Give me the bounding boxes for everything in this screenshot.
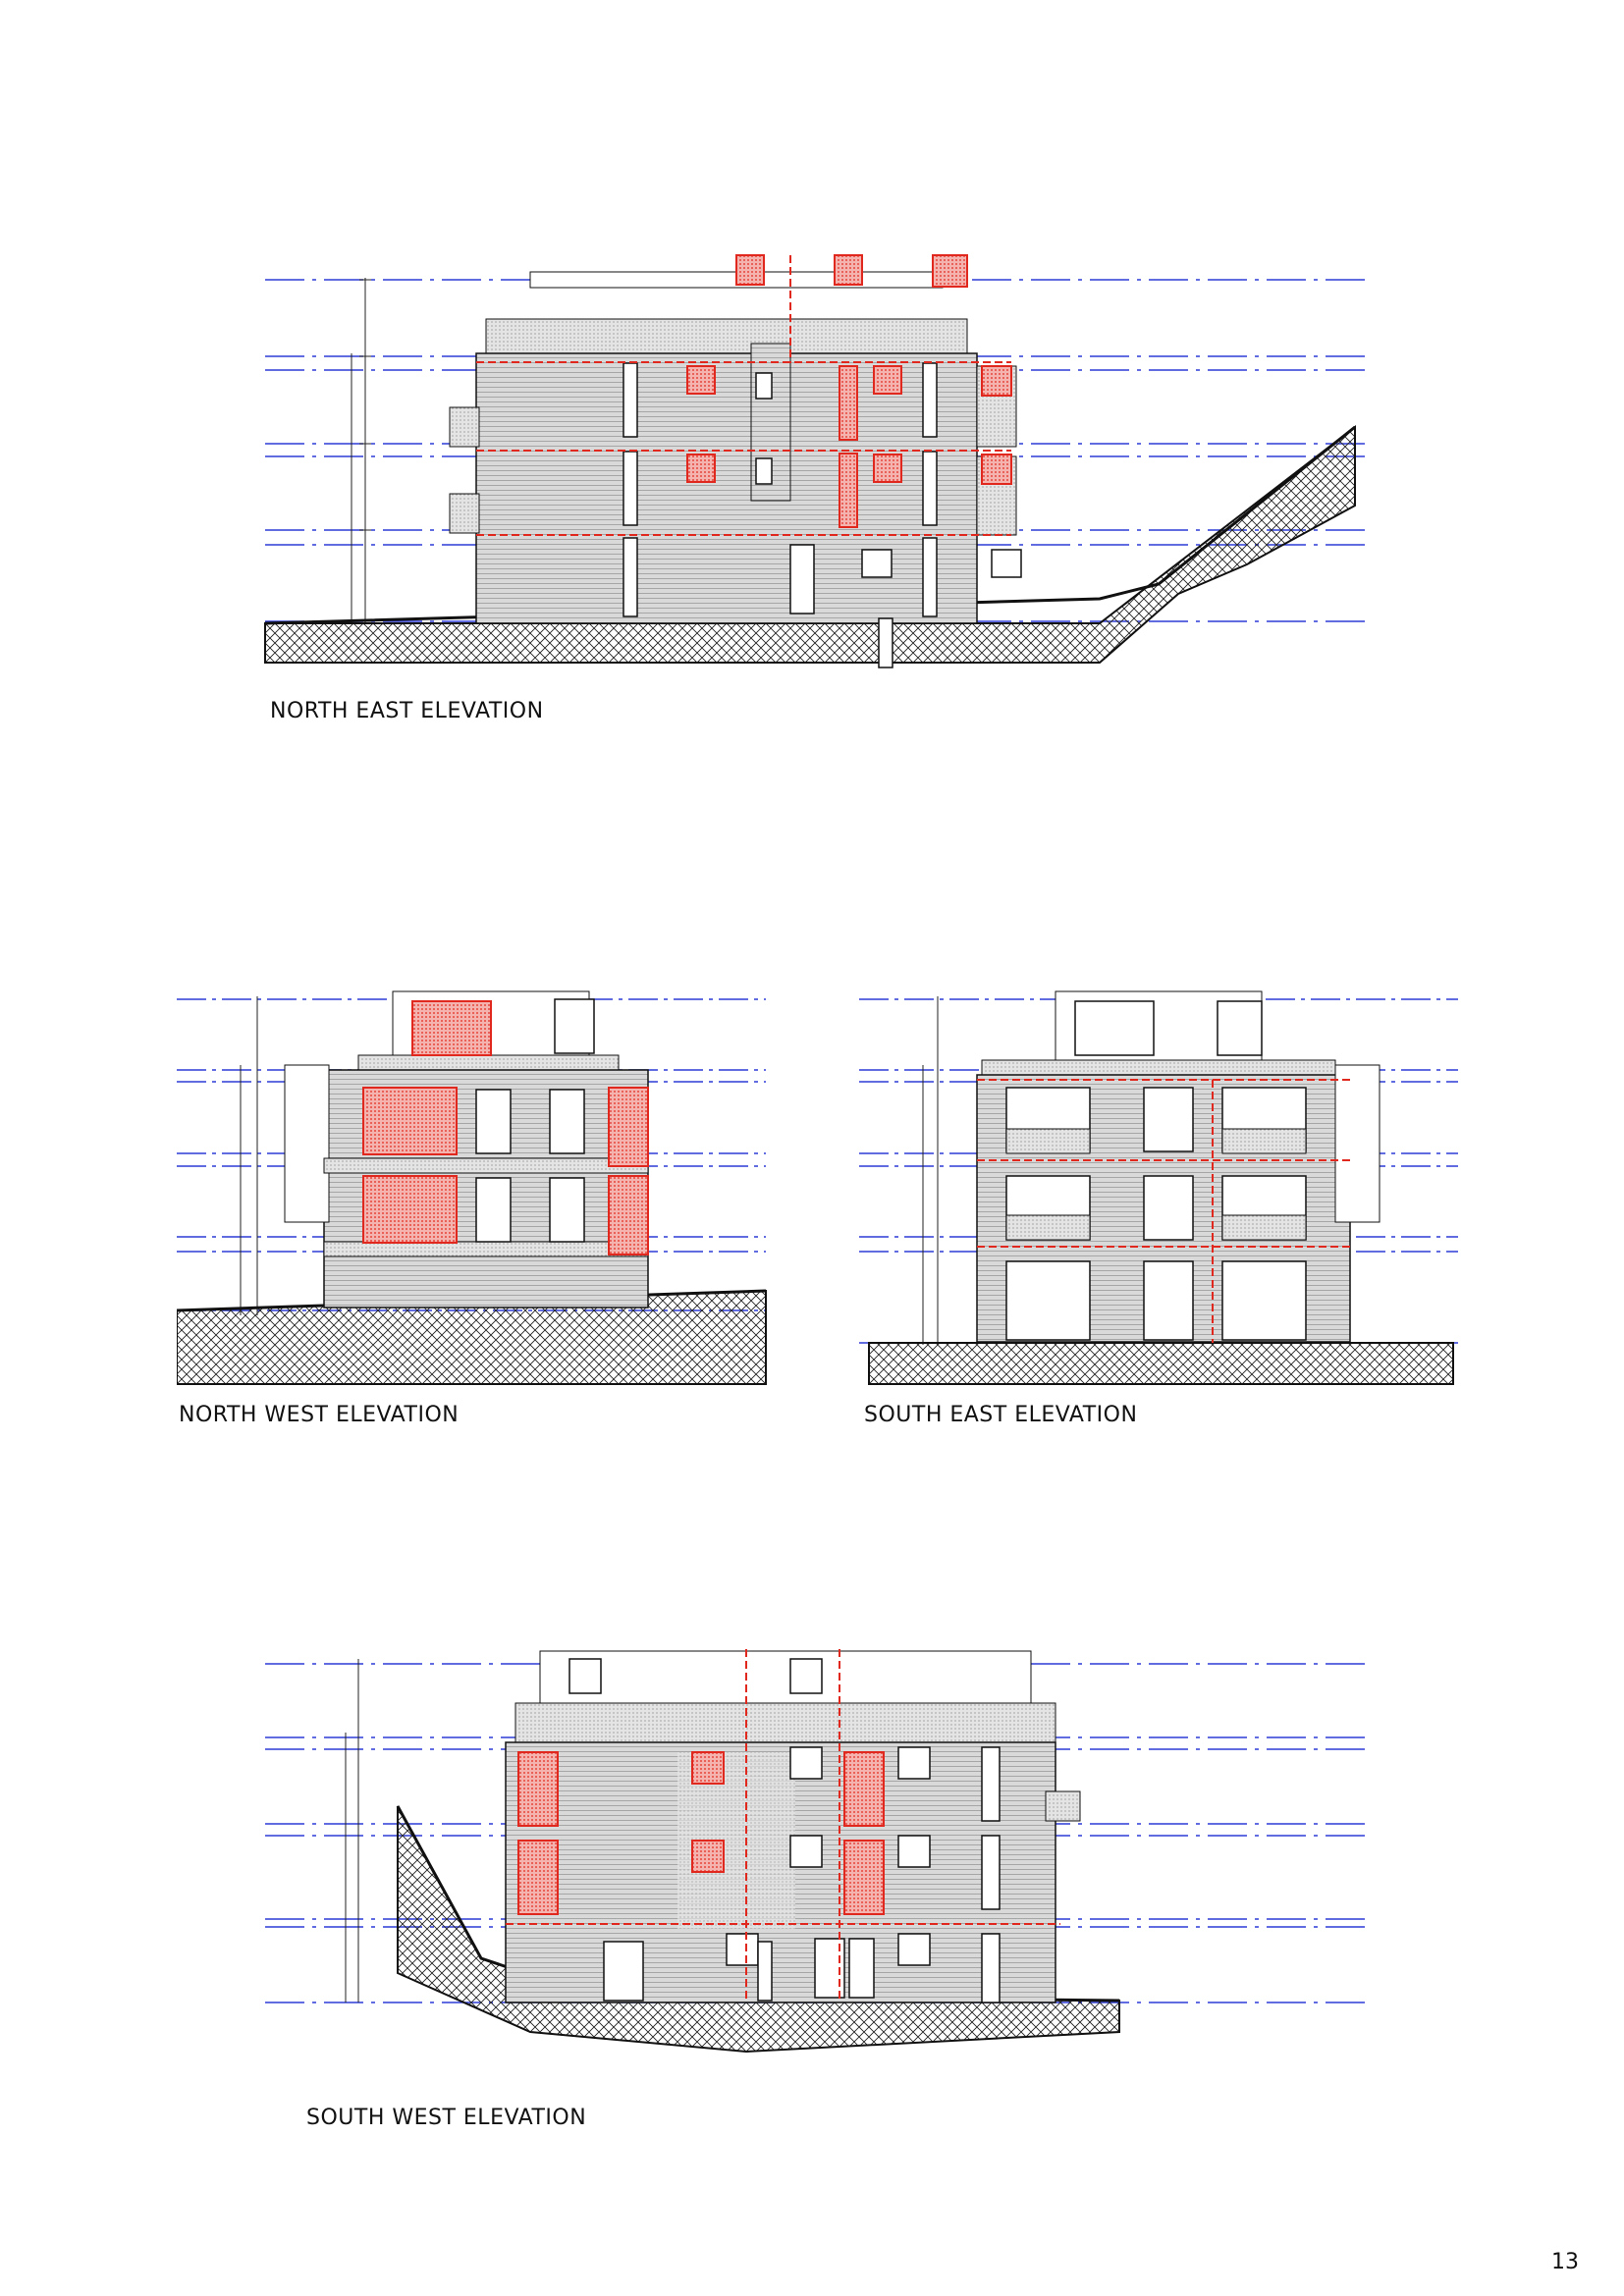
south-east-elevation-drawing: [859, 972, 1463, 1394]
south-east-elevation-caption: SOUTH EAST ELEVATION: [864, 1403, 1138, 1427]
south-west-elevation-drawing: [255, 1629, 1375, 2061]
north-west-elevation-drawing: [177, 972, 776, 1394]
page-number: 13: [1551, 2250, 1579, 2274]
south-west-elevation-caption: SOUTH WEST ELEVATION: [306, 2106, 587, 2130]
dimension-lines: [352, 278, 371, 623]
north-east-elevation-drawing: [255, 250, 1375, 682]
north-west-elevation-caption: NORTH WEST ELEVATION: [179, 1403, 460, 1427]
north-east-elevation-caption: NORTH EAST ELEVATION: [270, 699, 544, 723]
building: [450, 255, 1021, 667]
